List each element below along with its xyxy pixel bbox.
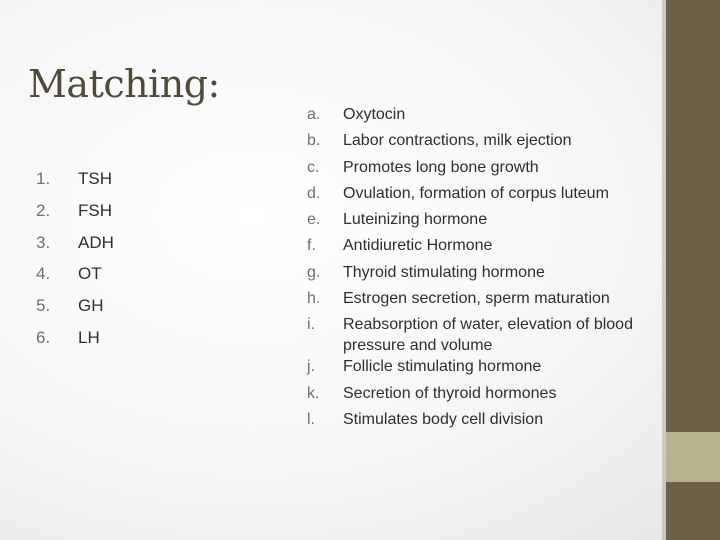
item-text: Ovulation, formation of corpus luteum: [343, 184, 609, 202]
item-text: Secretion of thyroid hormones: [343, 384, 557, 402]
item-text: LH: [78, 327, 100, 347]
item-number: 2.: [36, 200, 51, 220]
item-text: Oxytocin: [343, 106, 406, 123]
list-item: [36, 198, 114, 230]
hormone-description-list: [307, 104, 661, 435]
list-item: [307, 262, 661, 288]
list-item: [307, 235, 661, 261]
list-item: [307, 356, 661, 382]
item-letter: c.: [307, 158, 320, 176]
item-letter: i.: [307, 316, 315, 334]
list-item: [307, 314, 661, 356]
item-letter: l.: [307, 410, 315, 428]
item-number: 1.: [36, 169, 51, 188]
list-item: [307, 157, 661, 183]
item-letter: a.: [307, 106, 321, 123]
item-letter: d.: [307, 184, 321, 202]
side-bar-accent: [666, 432, 720, 482]
list-item: [36, 166, 114, 198]
list-item: [307, 104, 661, 130]
item-letter: e.: [307, 211, 321, 229]
item-text: ADH: [78, 232, 114, 252]
item-text: GH: [78, 296, 104, 316]
list-item: [307, 383, 661, 409]
hormone-abbreviation-list: [36, 166, 114, 357]
item-letter: h.: [307, 290, 321, 308]
item-number: 5.: [36, 296, 51, 316]
item-letter: j.: [307, 358, 315, 376]
list-item: [307, 288, 661, 314]
list-item: [36, 261, 114, 293]
item-text: TSH: [78, 169, 112, 188]
list-item: [36, 230, 114, 262]
item-number: 4.: [36, 264, 51, 284]
item-text: Estrogen secretion, sperm maturation: [343, 290, 610, 308]
item-text: Promotes long bone growth: [343, 158, 539, 176]
item-text: Stimulates body cell division: [343, 410, 544, 428]
item-letter: b.: [307, 132, 321, 150]
item-text: Follicle stimulating hormone: [343, 358, 542, 376]
list-item: [307, 183, 661, 209]
list-item: [36, 325, 114, 357]
item-text: Labor contractions, milk ejection: [343, 132, 572, 150]
item-text: Luteinizing hormone: [343, 211, 488, 229]
item-text: Thyroid stimulating hormone: [343, 263, 545, 281]
item-number: 6.: [36, 327, 51, 347]
item-number: 3.: [36, 232, 51, 252]
list-item: [36, 293, 114, 325]
item-letter: f.: [307, 237, 316, 255]
list-item: [307, 209, 661, 235]
item-letter: g.: [307, 263, 321, 281]
list-item: [307, 130, 661, 156]
item-letter: k.: [307, 384, 320, 402]
item-text: Reabsorption of water, elevation of blood pressure and volume: [343, 316, 633, 355]
item-text: Antidiuretic Hormone: [343, 237, 493, 255]
slide-title: Matching:: [28, 62, 220, 106]
list-item: [307, 409, 661, 435]
item-text: OT: [78, 264, 102, 284]
item-text: FSH: [78, 200, 112, 220]
